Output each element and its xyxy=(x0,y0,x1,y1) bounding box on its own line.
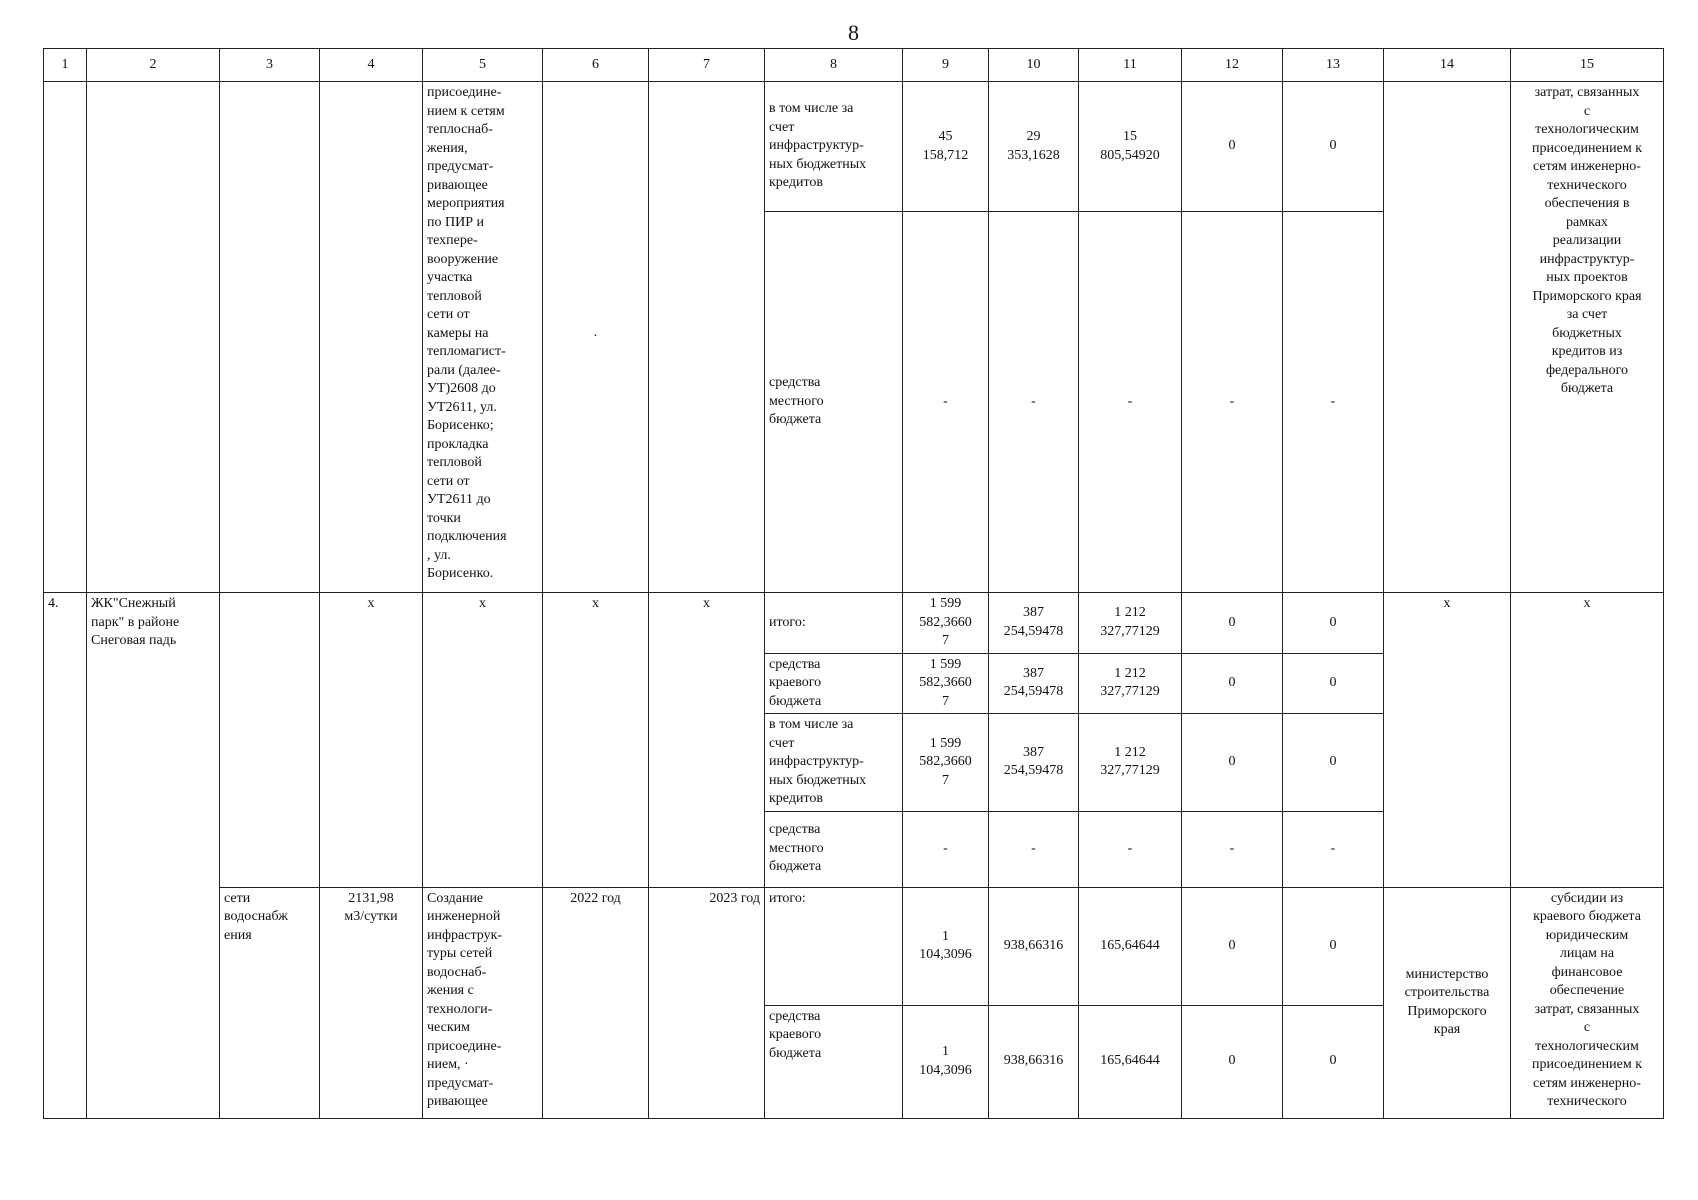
header-cell: 8 xyxy=(765,49,903,82)
cell-value: 1 212 327,77129 xyxy=(1079,653,1182,714)
cell-value: - xyxy=(1182,811,1283,887)
cell-value: 387 254,59478 xyxy=(989,593,1079,654)
cell-value: 29 353,1628 xyxy=(989,82,1079,212)
cell-value: - xyxy=(1079,811,1182,887)
cell-value: 1 599 582,3660 7 xyxy=(903,653,989,714)
header-cell: 12 xyxy=(1182,49,1283,82)
cell-source-label: средства местного бюджета xyxy=(765,811,903,887)
cell-num: 4. xyxy=(44,593,87,1119)
cell-name: ЖК"Снежный парк" в районе Снеговая падь xyxy=(87,593,220,1119)
header-cell: 15 xyxy=(1511,49,1664,82)
cell-value: 387 254,59478 xyxy=(989,653,1079,714)
cell-value: 1 212 327,77129 xyxy=(1079,714,1182,812)
page-number: 8 xyxy=(848,20,859,45)
cell-value: 0 xyxy=(1283,714,1384,812)
cell-value: 0 xyxy=(1182,887,1283,1005)
cell-value: - xyxy=(1079,212,1182,593)
cell-start-year: 2022 год xyxy=(543,887,649,1118)
cell-source-label: итого: xyxy=(765,593,903,654)
cell-source-label: в том числе за счет инфраструктур- ных бюджетных кредитов xyxy=(765,82,903,212)
header-cell: 13 xyxy=(1283,49,1384,82)
cell-value: 0 xyxy=(1182,82,1283,212)
cell-value: - xyxy=(1283,811,1384,887)
cell-num xyxy=(44,82,87,593)
cell-responsible: министерство строительства Приморского края xyxy=(1384,887,1511,1118)
cell-value: 165,64644 xyxy=(1079,887,1182,1005)
cell-value: 15 805,54920 xyxy=(1079,82,1182,212)
cell-description: присоедине- нием к сетям теплоснаб- жения, предусмат- ривающее мероприятия по ПИР и техпере- вооружение участка тепловой сети от камеры на тепломагист- рали (далее- УТ)2608 до УТ2611, ул. Борисенко; прокладка тепловой сети от УТ2611 до точки подключения , ул. Борисенко. xyxy=(423,82,543,593)
cell-value: 0 xyxy=(1182,653,1283,714)
header-cell: 4 xyxy=(320,49,423,82)
cell-source-label: средства местного бюджета xyxy=(765,212,903,593)
cell-object xyxy=(220,82,320,593)
cell-value: 0 xyxy=(1283,593,1384,654)
cell-source-label: итого: xyxy=(765,887,903,1005)
cell-note: x xyxy=(1511,593,1664,888)
cell-note: субсидии из краевого бюджета юридическим лицам на финансовое обеспечение затрат, связанных с технологическим присоединением к сетям инженерно- технического xyxy=(1511,887,1664,1118)
cell-value: 1 104,3096 xyxy=(903,1005,989,1118)
header-cell: 6 xyxy=(543,49,649,82)
cell-value: 0 xyxy=(1182,593,1283,654)
cell-value: 1 599 582,3660 7 xyxy=(903,593,989,654)
cell-value: 387 254,59478 xyxy=(989,714,1079,812)
cell-value: - xyxy=(989,811,1079,887)
cell-value: 45 158,712 xyxy=(903,82,989,212)
header-cell: 1 xyxy=(44,49,87,82)
cell-source-label: средства краевого бюджета xyxy=(765,653,903,714)
table-row xyxy=(44,887,1664,1005)
cell-value: 0 xyxy=(1283,82,1384,212)
cell-value: 165,64644 xyxy=(1079,1005,1182,1118)
cell-description: x xyxy=(423,593,543,888)
cell-value: 938,66316 xyxy=(989,887,1079,1005)
cell-value: 0 xyxy=(1283,653,1384,714)
cell-capacity xyxy=(320,82,423,593)
cell-capacity: x xyxy=(320,593,423,888)
header-cell: 11 xyxy=(1079,49,1182,82)
header-cell: 9 xyxy=(903,49,989,82)
cell-value: - xyxy=(989,212,1079,593)
budget-table xyxy=(43,48,1664,1119)
cell-value: 0 xyxy=(1283,887,1384,1005)
cell-start-year: x xyxy=(543,593,649,888)
cell-note: затрат, связанных с технологическим присоединением к сетям инженерно- технического обеспечения в рамках реализации инфраструктур- ных проектов Приморского края за счет бюджетных кредитов из федерального бюджета xyxy=(1511,82,1664,593)
cell-value: 1 104,3096 xyxy=(903,887,989,1005)
cell-value: 1 599 582,3660 7 xyxy=(903,714,989,812)
cell-value: 0 xyxy=(1182,1005,1283,1118)
header-cell: 5 xyxy=(423,49,543,82)
cell-object: сети водоснабж ения xyxy=(220,887,320,1118)
cell-value: 0 xyxy=(1182,714,1283,812)
cell-object xyxy=(220,593,320,888)
cell-value: 1 212 327,77129 xyxy=(1079,593,1182,654)
cell-value: - xyxy=(903,212,989,593)
header-cell: 2 xyxy=(87,49,220,82)
cell-value: 0 xyxy=(1283,1005,1384,1118)
cell-end-year: x xyxy=(649,593,765,888)
cell-capacity: 2131,98 м3/сутки xyxy=(320,887,423,1118)
cell-responsible xyxy=(1384,82,1511,593)
cell-value: - xyxy=(1182,212,1283,593)
cell-source-label: в том числе за счет инфраструктур- ных бюджетных кредитов xyxy=(765,714,903,812)
header-cell: 14 xyxy=(1384,49,1511,82)
cell-value: 938,66316 xyxy=(989,1005,1079,1118)
cell-source-label: средства краевого бюджета xyxy=(765,1005,903,1118)
header-cell: 10 xyxy=(989,49,1079,82)
cell-value: - xyxy=(1283,212,1384,593)
cell-value: - xyxy=(903,811,989,887)
table-row xyxy=(44,82,1664,212)
cell-responsible: x xyxy=(1384,593,1511,888)
header-cell: 3 xyxy=(220,49,320,82)
cell-end-year: 2023 год xyxy=(649,887,765,1118)
cell-start-year: · xyxy=(543,82,649,593)
table-row xyxy=(44,593,1664,654)
cell-name xyxy=(87,82,220,593)
cell-end-year xyxy=(649,82,765,593)
cell-description: Создание инженерной инфраструк- туры сетей водоснаб- жения с технологи- ческим присоедине- нием, · предусмат- ривающее xyxy=(423,887,543,1118)
header-cell: 7 xyxy=(649,49,765,82)
header-row xyxy=(44,49,1664,82)
